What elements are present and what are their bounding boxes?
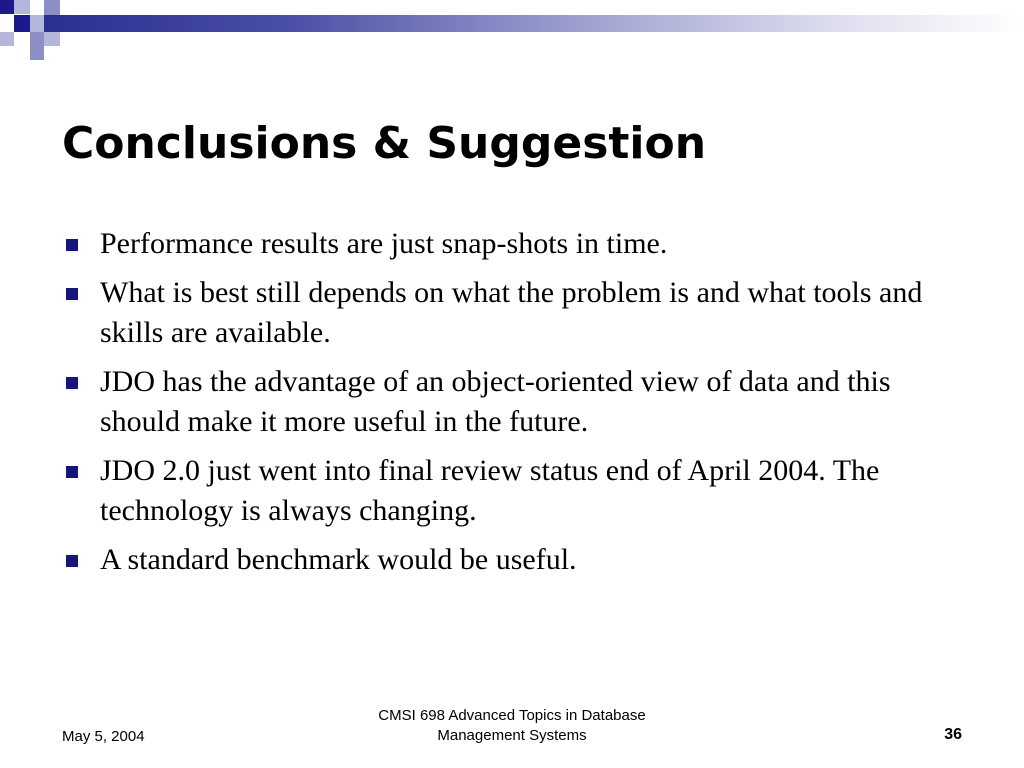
bullet-item xyxy=(62,451,962,531)
header-square xyxy=(30,15,44,32)
header-square xyxy=(0,32,14,46)
square-bullet-icon xyxy=(66,288,78,300)
page-number: 36 xyxy=(944,726,962,743)
bullet-text: A standard benchmark would be useful. xyxy=(100,543,577,576)
footer-course-line: CMSI 698 Advanced Topics in Database xyxy=(378,707,646,724)
square-bullet-icon xyxy=(66,239,78,251)
header-square xyxy=(44,32,60,46)
slide-title: Conclusions & Suggestion xyxy=(62,118,707,169)
header-square xyxy=(14,0,30,14)
header-decoration xyxy=(0,0,1024,64)
bullet-text: JDO 2.0 just went into final review status end of April 2004. The technology is always changing. xyxy=(100,454,880,527)
bullet-item xyxy=(62,362,962,442)
header-square xyxy=(30,32,44,46)
footer-course-title xyxy=(312,706,712,746)
square-bullet-icon xyxy=(66,466,78,478)
header-gradient-bar xyxy=(44,15,1024,32)
bullet-text: JDO has the advantage of an object-oriented view of data and this should make it more useful in the future. xyxy=(100,365,891,438)
header-square xyxy=(0,0,14,14)
bullet-text: What is best still depends on what the problem is and what tools and skills are available. xyxy=(100,276,923,349)
header-square xyxy=(44,0,60,15)
header-square xyxy=(14,15,30,32)
footer-date: May 5, 2004 xyxy=(62,728,145,745)
header-square xyxy=(30,46,44,60)
bullet-item xyxy=(62,273,962,353)
square-bullet-icon xyxy=(66,377,78,389)
bullet-text: Performance results are just snap-shots in time. xyxy=(100,227,668,260)
footer-course-line: Management Systems xyxy=(437,727,587,744)
bullet-item xyxy=(62,224,962,264)
bullet-item xyxy=(62,540,962,580)
bullet-list xyxy=(62,224,962,589)
square-bullet-icon xyxy=(66,555,78,567)
